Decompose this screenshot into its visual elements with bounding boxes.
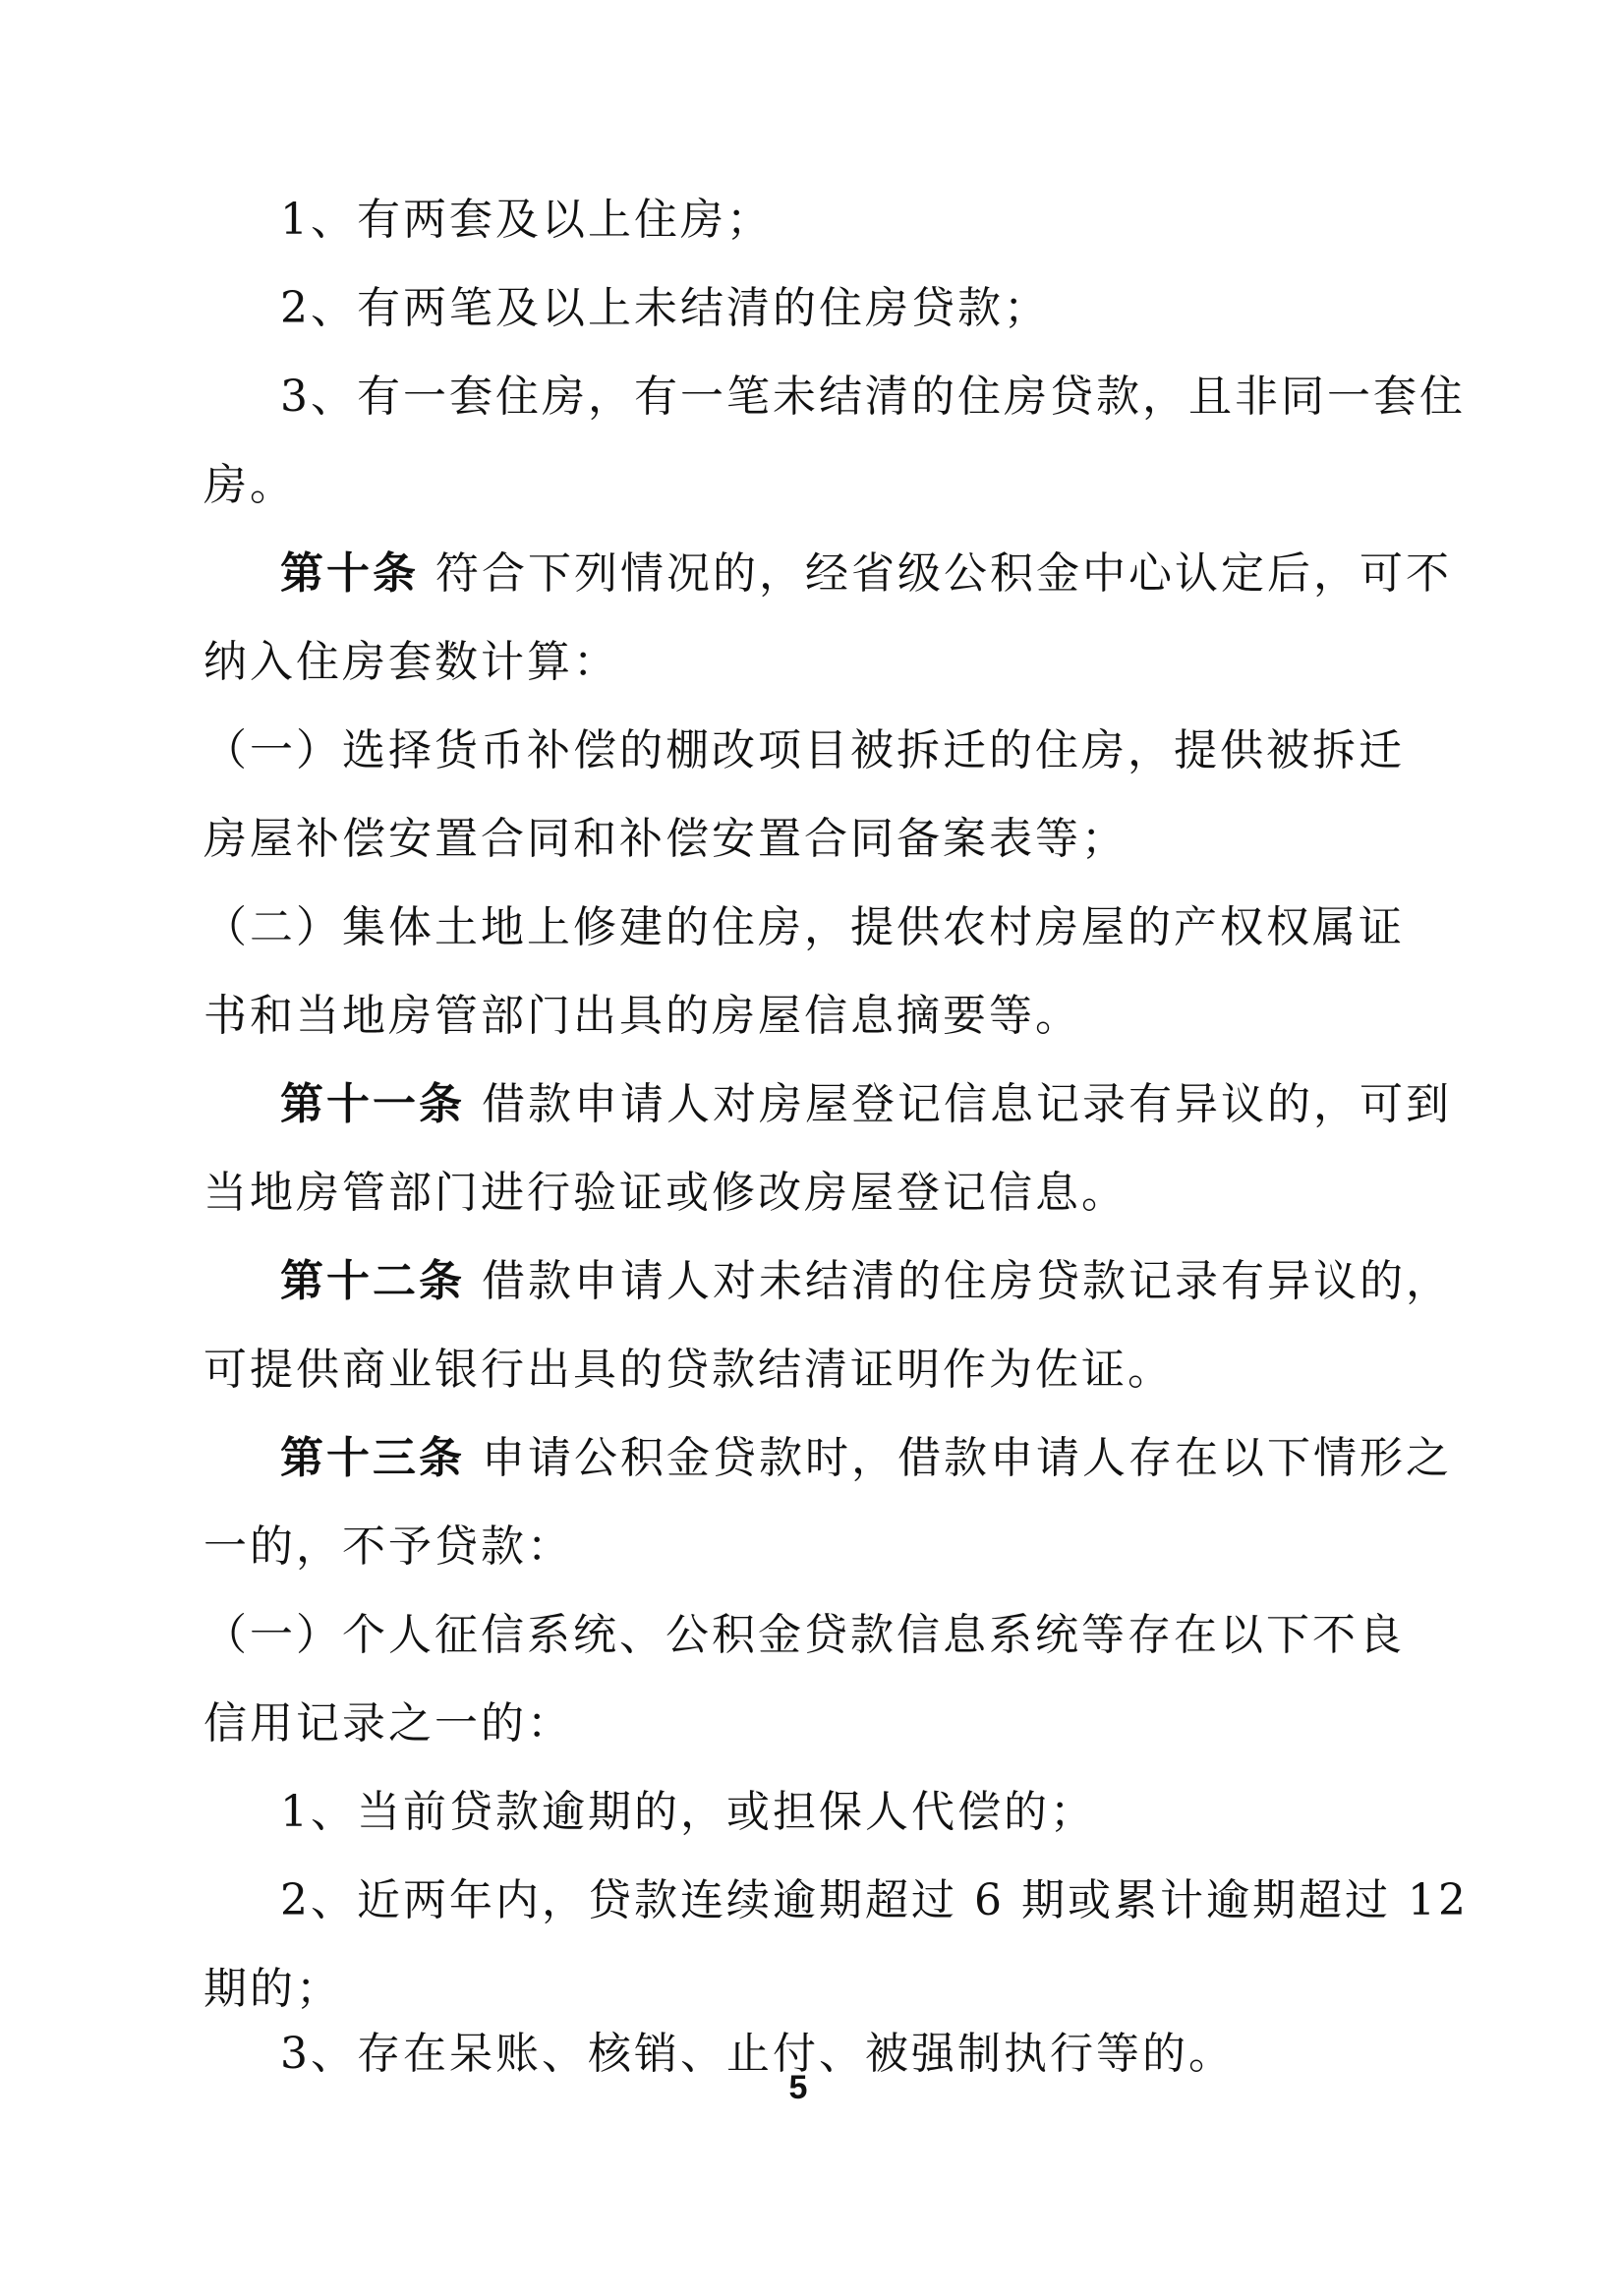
paragraph-line: （一）选择货币补偿的棚改项目被拆迁的住房，提供被拆迁	[203, 725, 1405, 775]
article-text: 符合下列情况的，经省级公积金中心认定后，可不	[435, 548, 1452, 599]
paragraph-line: 书和当地房管部门出具的房屋信息摘要等。	[203, 991, 1081, 1041]
paragraph-line: 信用记录之一的：	[203, 1698, 573, 1749]
paragraph-line: 1、有两套及以上住房；	[280, 195, 773, 245]
paragraph-line: 可提供商业银行出具的贷款结清证明作为佐证。	[203, 1345, 1174, 1395]
paragraph-line: 期的；	[203, 1964, 342, 2014]
page-number: 5	[788, 2069, 808, 2106]
paragraph-line: 当地房管部门进行验证或修改房屋登记信息。	[203, 1168, 1128, 1218]
paragraph-line: 1、当前贷款逾期的，或担保人代偿的；	[280, 1787, 1096, 1837]
paragraph-line: 房屋补偿安置合同和补偿安置合同备案表等；	[203, 814, 1128, 864]
article-10-line	[280, 546, 1452, 602]
paragraph-line: 2、近两年内，贷款连续逾期超过 6 期或累计逾期超过 12	[280, 1875, 1469, 1925]
article-text: 借款申请人对未结清的住房贷款记录有异议的，	[482, 1256, 1452, 1306]
article-heading: 第十二条	[280, 1256, 465, 1306]
paragraph-line: 3、有一套住房，有一笔未结清的住房贷款，且非同一套住	[280, 372, 1466, 422]
paragraph-line: （一）个人征信系统、公积金贷款信息系统等存在以下不良	[203, 1610, 1405, 1660]
paragraph-line: （二）集体土地上修建的住房，提供农村房屋的产权权属证	[203, 902, 1405, 952]
article-13-line	[280, 1431, 1452, 1486]
paragraph-line: 2、有两笔及以上未结清的住房贷款；	[280, 283, 1050, 333]
article-text: 申请公积金贷款时，借款申请人存在以下情形之	[482, 1433, 1452, 1483]
article-heading: 第十三条	[280, 1433, 465, 1483]
article-heading: 第十条	[280, 548, 419, 599]
paragraph-line: 房。	[203, 460, 296, 510]
article-11-line	[280, 1077, 1452, 1132]
paragraph-line: 3、存在呆账、核销、止付、被强制执行等的。	[280, 2029, 1235, 2079]
paragraph-line: 纳入住房套数计算：	[203, 637, 619, 687]
paragraph-line: 一的，不予贷款：	[203, 1521, 573, 1572]
article-text: 借款申请人对房屋登记信息记录有异议的，可到	[482, 1079, 1452, 1129]
article-12-line	[280, 1254, 1452, 1309]
article-heading: 第十一条	[280, 1079, 465, 1129]
